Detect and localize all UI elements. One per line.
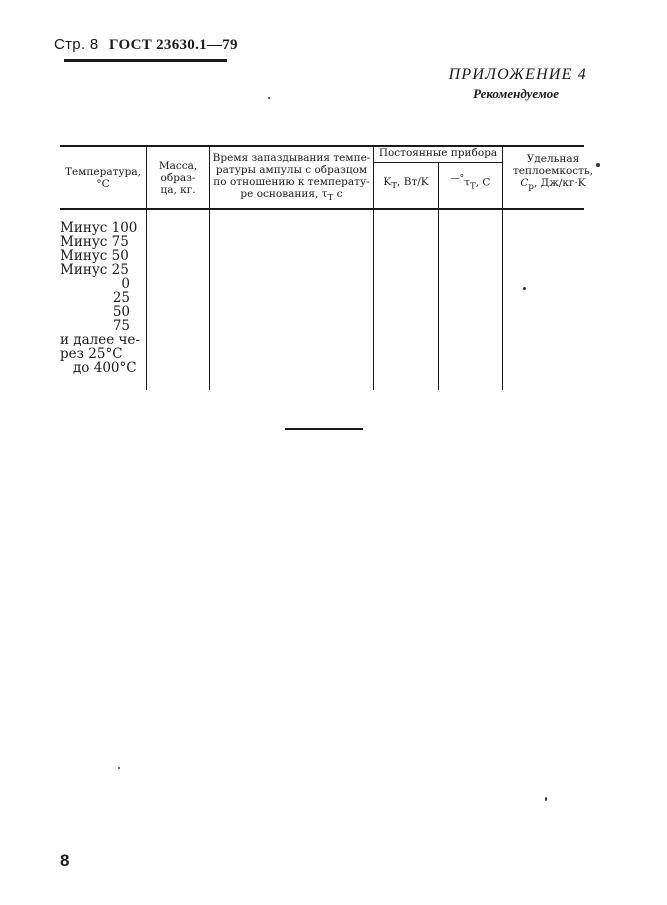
- page-header: [54, 36, 238, 54]
- header-specific-heat: [503, 153, 603, 193]
- page-label: Стр. 8: [54, 36, 99, 53]
- standard-code: ГОСТ 23630.1—79: [109, 37, 238, 53]
- scan-speck: [118, 767, 120, 769]
- table-row: рез 25°C: [60, 346, 123, 362]
- table-row: Минус 25: [60, 262, 129, 278]
- end-rule: [285, 428, 363, 430]
- table-row: Минус 100: [60, 220, 138, 236]
- table-row: Минус 50: [60, 248, 129, 264]
- header-mass: [147, 160, 209, 196]
- page-number: 8: [60, 851, 70, 870]
- header-device-constants: Постоянные прибора: [378, 147, 498, 159]
- scan-speck: [268, 97, 270, 99]
- table-row: Минус 75: [60, 234, 129, 250]
- header-tau-overbar: —°: [450, 174, 465, 184]
- header-kt-subscript: T: [391, 181, 398, 192]
- header-tau: [439, 173, 502, 193]
- table-row: 0: [121, 276, 130, 292]
- table-header-rule: [60, 208, 584, 210]
- header-delay-line4: [210, 188, 373, 204]
- header-delay-line1: Время запаздывания темпе-: [212, 152, 371, 164]
- header-delay-unit: c: [333, 188, 343, 200]
- header-rule: [64, 59, 227, 62]
- header-heat-symbol: C: [520, 177, 529, 189]
- header-delay-time: [210, 152, 373, 204]
- header-delay-line2: ратуры ампулы с образцом: [215, 164, 368, 176]
- col-divider-4: [438, 162, 439, 390]
- header-temperature-unit: °C: [96, 178, 110, 190]
- header-mass-line1: Масса,: [158, 160, 198, 172]
- header-mass-line3: ца, кг.: [160, 184, 196, 196]
- appendix-title: ПРИЛОЖЕНИЕ 4: [448, 66, 587, 83]
- header-tau-symbol: τ: [464, 176, 470, 189]
- header-delay-line3: по отношению к температу-: [213, 176, 370, 188]
- header-heat-subscript: p: [528, 182, 534, 193]
- header-heat-unit: , Дж/кг·K: [534, 177, 586, 189]
- table-row: и далее че-: [60, 332, 140, 348]
- header-heat-line3: [503, 177, 603, 193]
- appendix-subtitle: Рекомендуемое: [473, 86, 559, 101]
- header-tau-unit: , C: [475, 176, 491, 189]
- header-kt-unit: , Вт/K: [397, 176, 429, 188]
- header-heat-line2: теплоемкость,: [512, 165, 594, 177]
- header-delay-text: ре основания, τ: [240, 188, 328, 200]
- table-row: 75: [112, 318, 130, 334]
- header-temperature: [60, 166, 146, 190]
- scan-speck: [523, 287, 526, 290]
- header-tau-subscript: T: [469, 181, 476, 192]
- header-mass-line2: образ-: [160, 172, 196, 184]
- header-kt: [374, 176, 438, 192]
- table-row: до 400°C: [73, 360, 137, 376]
- header-kt-symbol: K: [383, 176, 392, 188]
- header-heat-line1: Удельная: [526, 153, 580, 165]
- scan-speck: [596, 163, 600, 167]
- table-row: 25: [112, 290, 130, 306]
- table-top-rule: [60, 145, 584, 147]
- scan-speck: [545, 797, 547, 801]
- header-delay-subscript: T: [327, 193, 334, 204]
- table-row: 50: [112, 304, 130, 320]
- temperature-list: [60, 221, 140, 375]
- header-temperature-line1: Температура,: [65, 166, 141, 178]
